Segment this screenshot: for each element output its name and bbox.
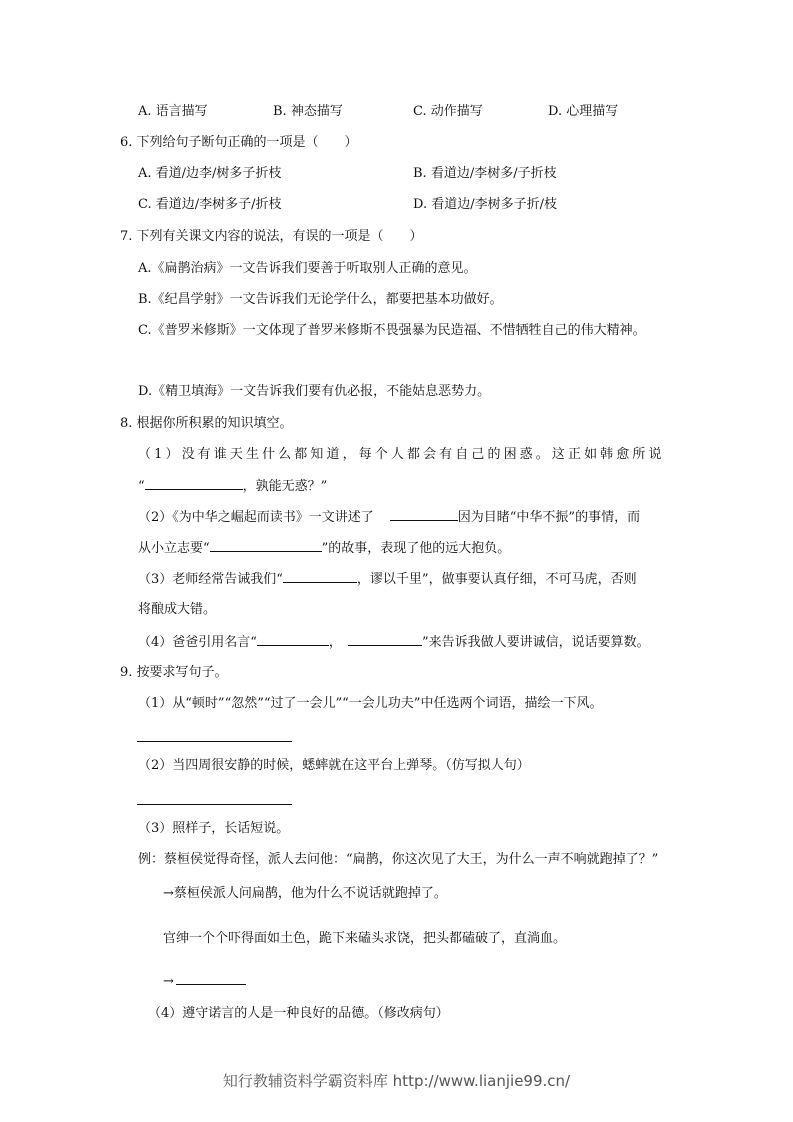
q9-part1: （1）从“顿时”“忽然”“过了一会儿”“一会儿功夫”中任选两个词语，描绘一下风。: [138, 696, 603, 711]
q9-task-answer-blank[interactable]: [176, 972, 246, 985]
q8-part1-tail: ，孰能无惑？”: [242, 479, 328, 494]
q8-part3-tail: ，谬以千里”，做事要认真仔细，不可马虎，否则: [356, 572, 637, 587]
q9-example-answer: →蔡桓侯派人问扁鹊，他为什么不说话就跑掉了。: [163, 886, 447, 901]
q8-part4-tail: ”来告诉我做人要讲诚信，说话要算数。: [421, 635, 650, 650]
q8-part3-head: （3）老师经常告诫我们“: [138, 572, 283, 587]
q8-part2-line2: [138, 539, 510, 558]
q5-option-c: C. 动作描写: [413, 104, 483, 119]
q8-part4: [138, 633, 650, 652]
q8-part1-line1: （1）没有谁天生什么都知道，每个人都会有自己的困惑。这正如韩愈所说: [138, 447, 665, 462]
q6-option-b: B. 看道边/李树多/子折枝: [413, 166, 557, 181]
q8-part2-line2-tail: ”的故事，表现了他的远大抱负。: [321, 541, 511, 556]
q8-part3-line1: [138, 570, 637, 589]
arrow-icon: →: [163, 974, 174, 989]
q8-part4-comma: ，: [328, 635, 342, 650]
q8-part4-head: （4）爸爸引用名言“: [138, 635, 257, 650]
q6-option-c: C. 看道边/李树多子/折枝: [138, 197, 282, 212]
q5-option-d: D. 心理描写: [548, 104, 619, 119]
q8-part1-blank[interactable]: [145, 477, 243, 490]
q9-part4: （4）遵守诺言的人是一种良好的品德。（修改病句）: [148, 1006, 449, 1021]
q8-part1-line2: [138, 477, 327, 496]
q8-part2-line2-head: 从小立志要“: [138, 541, 210, 556]
q9-part1-answer-line[interactable]: [137, 741, 292, 742]
q8-part2-tail: 因为目睹“中华不振”的事情，而: [457, 510, 641, 525]
q5-option-b: B. 神态描写: [273, 104, 343, 119]
q8-part2-blank-a[interactable]: [390, 508, 458, 521]
q9-part2: （2）当四周很安静的时候，蟋蟀就在这平台上弹琴。（仿写拟人句）: [138, 758, 530, 773]
q7-option-b: B.《纪昌学射》一文告诉我们无论学什么，都要把基本功做好。: [138, 292, 503, 307]
q6-stem: 6. 下列给句子断句正确的一项是（ ）: [120, 135, 358, 150]
q7-stem: 7. 下列有关课文内容的说法，有误的一项是（ ）: [120, 229, 423, 244]
q9-part3: （3）照样子，长话短说。: [138, 821, 290, 836]
q7-option-d: D.《精卫填海》一文告诉我们要有仇必报，不能姑息恶势力。: [138, 384, 491, 399]
q8-part3-blank[interactable]: [283, 570, 357, 583]
q9-example: 例：蔡桓侯觉得奇怪，派人去问他：“扁鹊，你这次见了大王，为什么一声不响就跑掉了？”: [138, 852, 659, 867]
q9-stem: 9. 按要求写句子。: [120, 665, 228, 680]
q9-task-sentence: 官绅一个个吓得面如土色，跪下来磕头求饶，把头都磕破了，直淌血。: [163, 931, 567, 946]
q8-part4-blank-b[interactable]: [348, 633, 422, 646]
q5-option-a: A. 语言描写: [138, 104, 208, 119]
q8-part2-line1: [138, 508, 640, 527]
q6-option-a: A. 看道/边李/树多子折枝: [138, 166, 282, 181]
q9-task-answer: [163, 972, 246, 991]
q8-part2-blank-b[interactable]: [210, 539, 322, 552]
q8-stem: 8. 根据你所积累的知识填空。: [120, 416, 293, 431]
q7-option-c: C.《普罗米修斯》一文体现了普罗米修斯不畏强暴为民造福、不惜牺牲自己的伟大精神。: [138, 323, 646, 338]
q8-part1-open-quote: “: [138, 479, 145, 494]
q9-part2-answer-line[interactable]: [137, 804, 292, 805]
footer-watermark-text: 知行教辅资料学霸资料库 http://www.lianjie99.cn/: [222, 1072, 571, 1090]
q8-part4-blank-a[interactable]: [257, 633, 329, 646]
q8-part3-line2: 将酿成大错。: [138, 602, 217, 617]
q7-option-a: A.《扁鹊治病》一文告诉我们要善于听取别人正确的意见。: [138, 261, 477, 276]
q6-option-d: D. 看道边/李树多子折/枝: [413, 197, 557, 212]
q8-part2-head: （2）《为中华之崛起而读书》一文讲述了: [138, 510, 374, 525]
